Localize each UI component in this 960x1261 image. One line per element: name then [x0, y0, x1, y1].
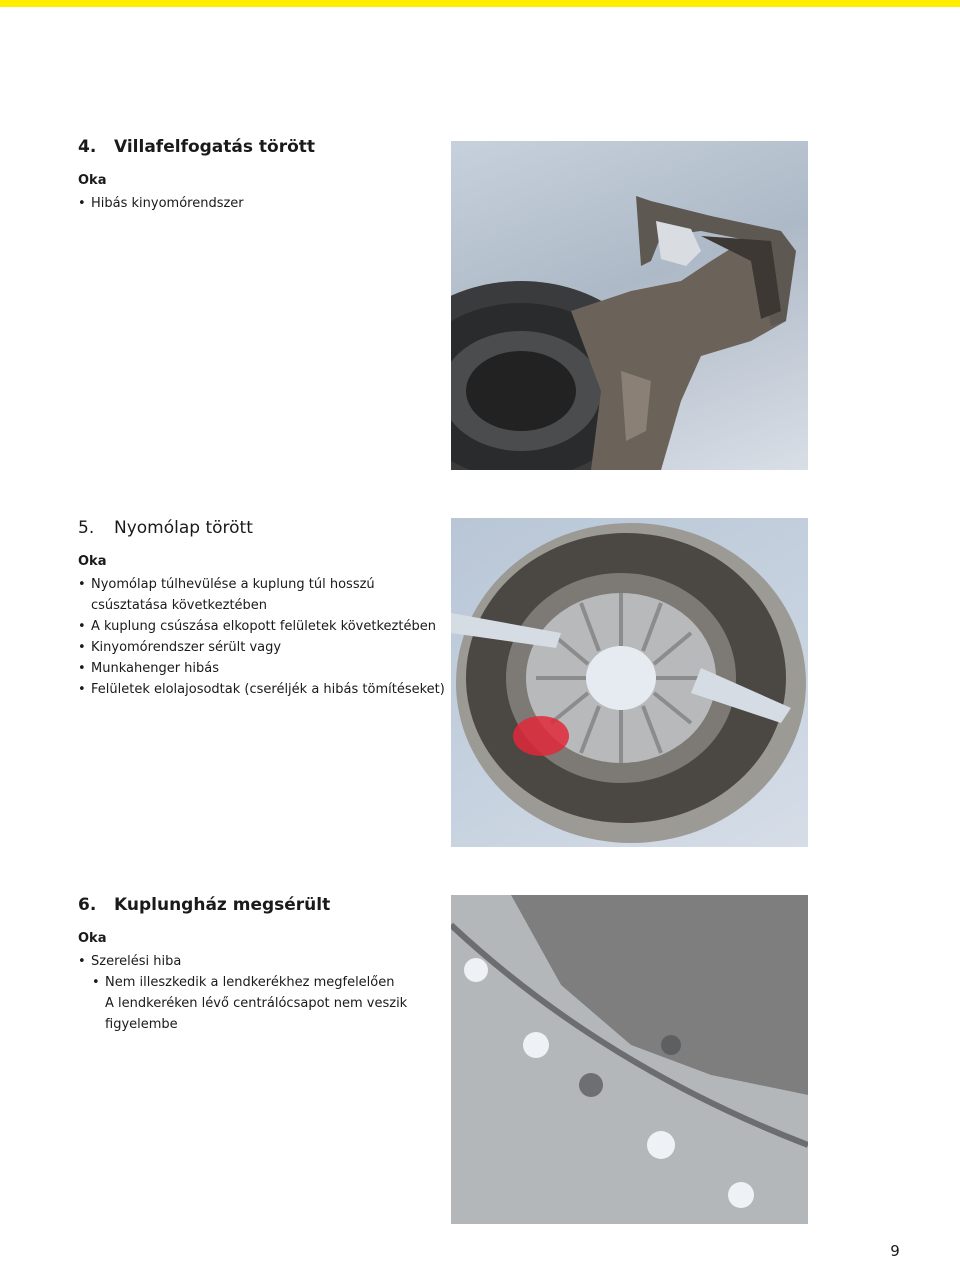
sub-list-item: • Nem illeszkedik a lendkerékhez megfelelően [92, 972, 448, 993]
section-number: 4. [78, 137, 97, 157]
photo-broken-pressure-plate [451, 518, 808, 847]
sub-list-item: A lendkeréken lévő centrálócsapot nem veszik [105, 996, 408, 1011]
section-fork-mount-broken [78, 136, 448, 214]
cause-label: Oka [78, 554, 107, 569]
sub-list-item: figyelembe [105, 1017, 178, 1032]
top-accent-bar [0, 0, 960, 7]
section-title: Kuplungház megsérült [114, 895, 331, 915]
section-heading [78, 894, 448, 916]
cause-label: Oka [78, 173, 107, 188]
section-title: Villafelfogatás törött [114, 137, 316, 157]
list-item: • A kuplung csúszása elkopott felületek következtében [78, 616, 448, 637]
cause-list [78, 574, 448, 700]
list-item-line: • Nyomólap túlhevülése a kuplung túl hosszú [91, 577, 375, 592]
section-number: 5. [78, 518, 95, 538]
section-pressure-plate-broken [78, 517, 448, 700]
section-title: Nyomólap törött [114, 518, 253, 538]
cause-list [78, 951, 448, 972]
list-item-line: csúsztatása következtében [91, 598, 268, 613]
sub-cause-list [92, 972, 448, 1035]
list-item [78, 574, 448, 616]
list-item: • Kinyomórendszer sérült vagy [78, 637, 448, 658]
section-number: 6. [78, 895, 97, 915]
list-item: • Munkahenger hibás [78, 658, 448, 679]
list-item: • Szerelési hiba [78, 951, 448, 972]
list-item: • Hibás kinyomórendszer [78, 193, 448, 214]
photo-broken-fork-mount [451, 141, 808, 470]
section-clutch-housing-damaged [78, 894, 448, 1035]
section-heading [78, 517, 448, 539]
list-item: • Felületek elolajosodtak (cseréljék a hibás tömítéseket) [78, 679, 448, 700]
section-heading [78, 136, 448, 158]
photo-damaged-clutch-housing [451, 895, 808, 1224]
cause-label: Oka [78, 931, 107, 946]
page-number: 9 [890, 1242, 900, 1260]
cause-list [78, 193, 448, 214]
